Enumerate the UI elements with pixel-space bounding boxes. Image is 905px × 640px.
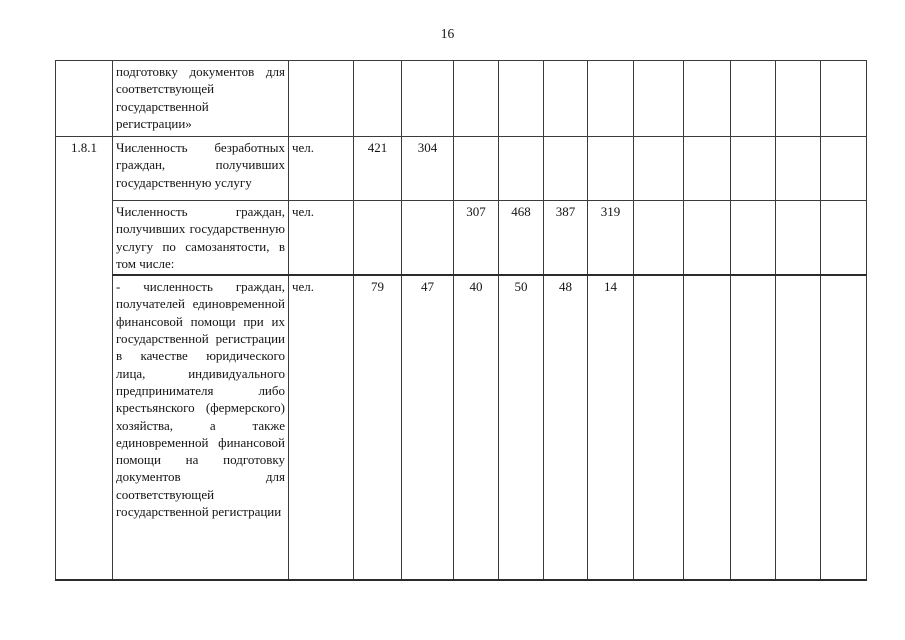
table-row bbox=[56, 275, 867, 580]
indicator-name-cell: Численность граждан, получивших государственную услугу по самозанятости, в том числе: bbox=[113, 201, 289, 276]
value-cell bbox=[402, 201, 454, 276]
value-cell: 387 bbox=[544, 201, 588, 276]
value-cell bbox=[454, 137, 499, 201]
unit-cell bbox=[289, 61, 354, 137]
value-cell bbox=[684, 137, 731, 201]
value-cell bbox=[731, 61, 776, 137]
value-cell: 468 bbox=[499, 201, 544, 276]
value-cell bbox=[731, 201, 776, 276]
indicator-name-cell: подготовку документов для соответствующей государственной регистрации» bbox=[113, 61, 289, 137]
value-cell bbox=[776, 61, 821, 137]
unit-cell: чел. bbox=[289, 137, 354, 201]
row-number-cell: 1.8.1 bbox=[56, 137, 113, 581]
value-cell: 47 bbox=[402, 275, 454, 580]
row-number-cell bbox=[56, 61, 113, 137]
value-cell: 304 bbox=[402, 137, 454, 201]
value-cell: 14 bbox=[588, 275, 634, 580]
value-cell bbox=[544, 137, 588, 201]
value-cell bbox=[454, 61, 499, 137]
value-cell bbox=[499, 137, 544, 201]
value-cell bbox=[684, 201, 731, 276]
value-cell bbox=[776, 137, 821, 201]
value-cell: 50 bbox=[499, 275, 544, 580]
value-cell bbox=[821, 201, 867, 276]
value-cell bbox=[731, 137, 776, 201]
value-cell bbox=[776, 201, 821, 276]
indicator-name-cell: - численность граждан, получателей единовременной финансовой помощи при их государственной регистрации в качестве юридического лица, индивидуального предпринимателя либо крестьянского (фермерского) хозяйства, а также единовременной финансовой помощи на подготовку документов для соответствующей государственной регистрации bbox=[113, 275, 289, 580]
value-cell bbox=[634, 137, 684, 201]
value-cell bbox=[544, 61, 588, 137]
value-cell bbox=[821, 61, 867, 137]
value-cell bbox=[402, 61, 454, 137]
value-cell bbox=[354, 61, 402, 137]
value-cell: 48 bbox=[544, 275, 588, 580]
value-cell bbox=[588, 61, 634, 137]
value-cell bbox=[684, 61, 731, 137]
value-cell bbox=[731, 275, 776, 580]
value-cell: 40 bbox=[454, 275, 499, 580]
indicator-name-cell: Численность безработных граждан, получивших государственную услугу bbox=[113, 137, 289, 201]
value-cell bbox=[684, 275, 731, 580]
table-row bbox=[56, 61, 867, 137]
value-cell: 307 bbox=[454, 201, 499, 276]
value-cell bbox=[588, 137, 634, 201]
value-cell: 79 bbox=[354, 275, 402, 580]
unit-cell: чел. bbox=[289, 275, 354, 580]
page-number: 16 bbox=[440, 26, 455, 41]
value-cell bbox=[634, 201, 684, 276]
value-cell bbox=[634, 61, 684, 137]
table-row bbox=[56, 201, 867, 276]
value-cell: 421 bbox=[354, 137, 402, 201]
value-cell bbox=[634, 275, 684, 580]
value-cell bbox=[821, 275, 867, 580]
value-cell: 319 bbox=[588, 201, 634, 276]
unit-cell: чел. bbox=[289, 201, 354, 276]
value-cell bbox=[354, 201, 402, 276]
value-cell bbox=[776, 275, 821, 580]
indicators-table bbox=[55, 60, 867, 581]
value-cell bbox=[821, 137, 867, 201]
value-cell bbox=[499, 61, 544, 137]
table-row bbox=[56, 137, 867, 201]
